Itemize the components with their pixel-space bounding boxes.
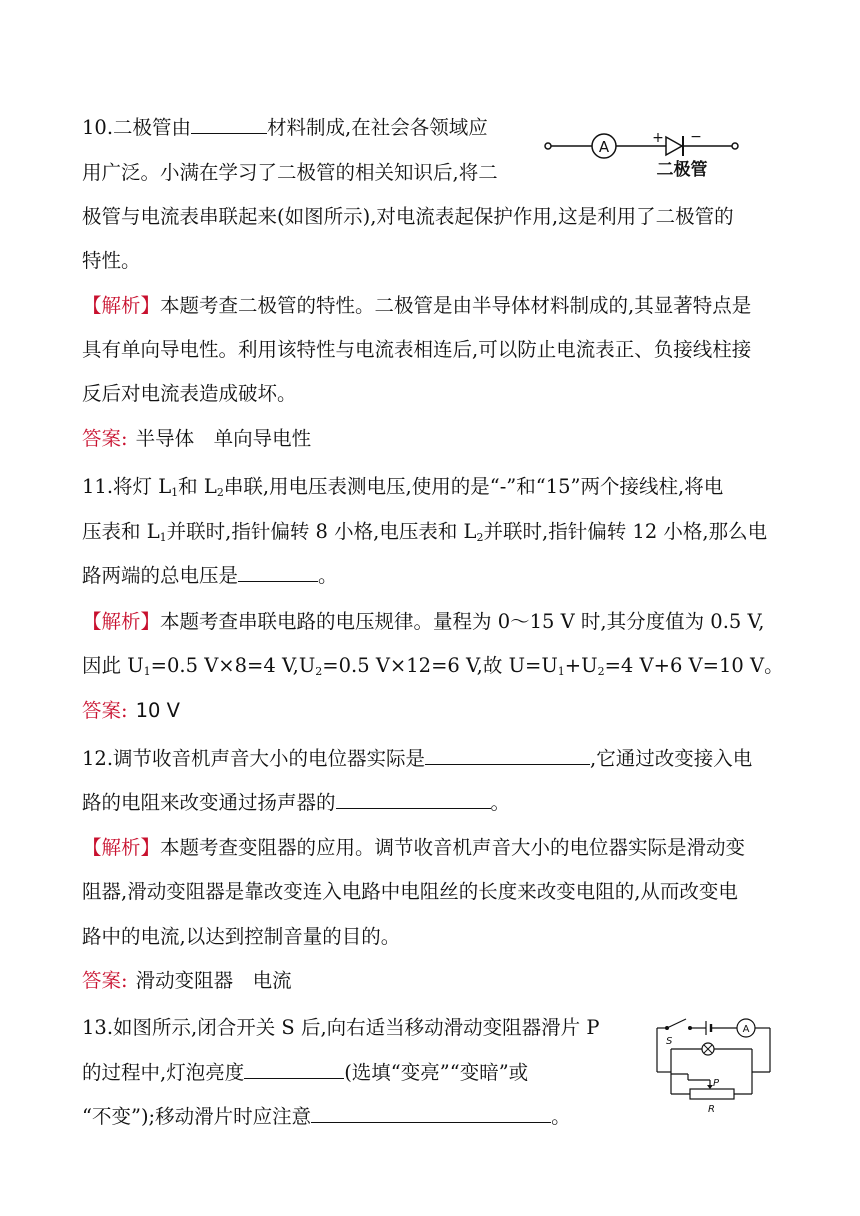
rheostat-icon [690, 1089, 734, 1099]
q11-line-3: 路两端的总电压是 。 [82, 564, 338, 587]
analysis-tag: 【解析】 [82, 294, 161, 317]
answer-tag: 答案: [82, 969, 128, 992]
q10-line-4: 特性。 [82, 249, 141, 272]
q13-number: 13. [82, 1016, 114, 1039]
q11-number: 11. [82, 475, 114, 498]
right-terminal-icon [732, 143, 738, 149]
resistor-label: R [708, 1104, 715, 1115]
analysis-tag: 【解析】 [82, 836, 161, 859]
q12-line-1: 12.调节收音机声音大小的电位器实际是 ,它通过改变接入电 [82, 747, 753, 770]
diode-circuit-figure [540, 125, 750, 185]
answer-tag: 答案: [82, 699, 128, 722]
q11-line-1: 11.将灯 $L_1$和 $L_2$串联,用电压表测电压,使用的是“-”和“15”两个接线柱,将电 [82, 475, 724, 499]
q11-answer: 答案: 10 V [82, 699, 180, 722]
diode-plus-label: + [652, 130, 664, 146]
q13-line-1: 13.如图所示,闭合开关 S 后,向右适当移动滑动变阻器滑片 P [82, 1016, 600, 1039]
slider-label: P [713, 1078, 720, 1089]
q12-blank-2[interactable] [336, 790, 491, 809]
q10-line-3: 极管与电流表串联起来(如图所示),对电流表起保护作用,这是利用了二极管的 [82, 205, 734, 228]
q12-analysis-3: 路中的电流,以达到控制音量的目的。 [82, 925, 401, 948]
q11-analysis-2: 因此 $U_1=0.5$ V×8=4 $V,U_2=0.5$ V×12=6 V,故 $U=U_1+U_2=4$ V+6 V=10 V。 [82, 654, 784, 678]
q10-number: 10. [82, 116, 114, 139]
q13-blank-1[interactable] [244, 1060, 344, 1079]
q10-line-1: 10.二极管由 材料制成,在社会各领域应 [82, 116, 488, 139]
q11-blank[interactable] [238, 563, 318, 582]
diode-icon [666, 137, 682, 155]
switch-label: S [666, 1036, 673, 1047]
q12-line-2: 路的电阻来改变通过扬声器的 。 [82, 791, 511, 814]
left-terminal-icon [545, 143, 551, 149]
q12-number: 12. [82, 747, 114, 770]
q11-analysis-1: 【解析】本题考查串联电路的电压规律。量程为 0～15 V 时,其分度值为 0.5 V, [82, 610, 765, 633]
analysis-tag: 【解析】 [82, 610, 161, 633]
ammeter-label: A [598, 138, 610, 156]
q13-line-2: 的过程中,灯泡亮度 (选填“变亮”“变暗”或 [82, 1061, 529, 1084]
q10-line-2: 用广泛。小满在学习了二极管的相关知识后,将二 [82, 161, 498, 184]
q10-blank-1[interactable] [191, 115, 267, 134]
q12-analysis-1: 【解析】本题考查变阻器的应用。调节收音机声音大小的电位器实际是滑动变 [82, 836, 746, 859]
q10-analysis-2: 具有单向导电性。利用该特性与电流表相连后,可以防止电流表正、负接线柱接 [82, 338, 752, 361]
switch-icon [667, 1019, 686, 1028]
q10-analysis-1: 【解析】本题考查二极管的特性。二极管是由半导体材料制成的,其显著特点是 [82, 294, 752, 317]
ammeter-label: A [742, 1024, 750, 1035]
q12-analysis-2: 阻器,滑动变阻器是靠改变连入电路中电阻丝的长度来改变电阻的,从而改变电 [82, 880, 738, 903]
q11-line-2: 压表和 $L_1$并联时,指针偏转 8 小格,电压表和 $L_2$并联时,指针偏转 12 小格,那么电 [82, 520, 768, 544]
answer-tag: 答案: [82, 427, 128, 450]
q13-line-3: “不变”);移动滑片时应注意 。 [82, 1105, 571, 1128]
diode-caption: 二极管 [656, 160, 708, 180]
q13-blank-2[interactable] [311, 1104, 551, 1123]
rheostat-circuit-figure [650, 1012, 780, 1122]
q10-analysis-3: 反后对电流表造成破坏。 [82, 382, 297, 405]
q10-answer: 答案: 半导体 单向导电性 [82, 427, 312, 450]
q12-answer: 答案: 滑动变阻器 电流 [82, 969, 292, 992]
q12-blank-1[interactable] [425, 746, 590, 765]
diode-minus-label: − [690, 129, 702, 145]
